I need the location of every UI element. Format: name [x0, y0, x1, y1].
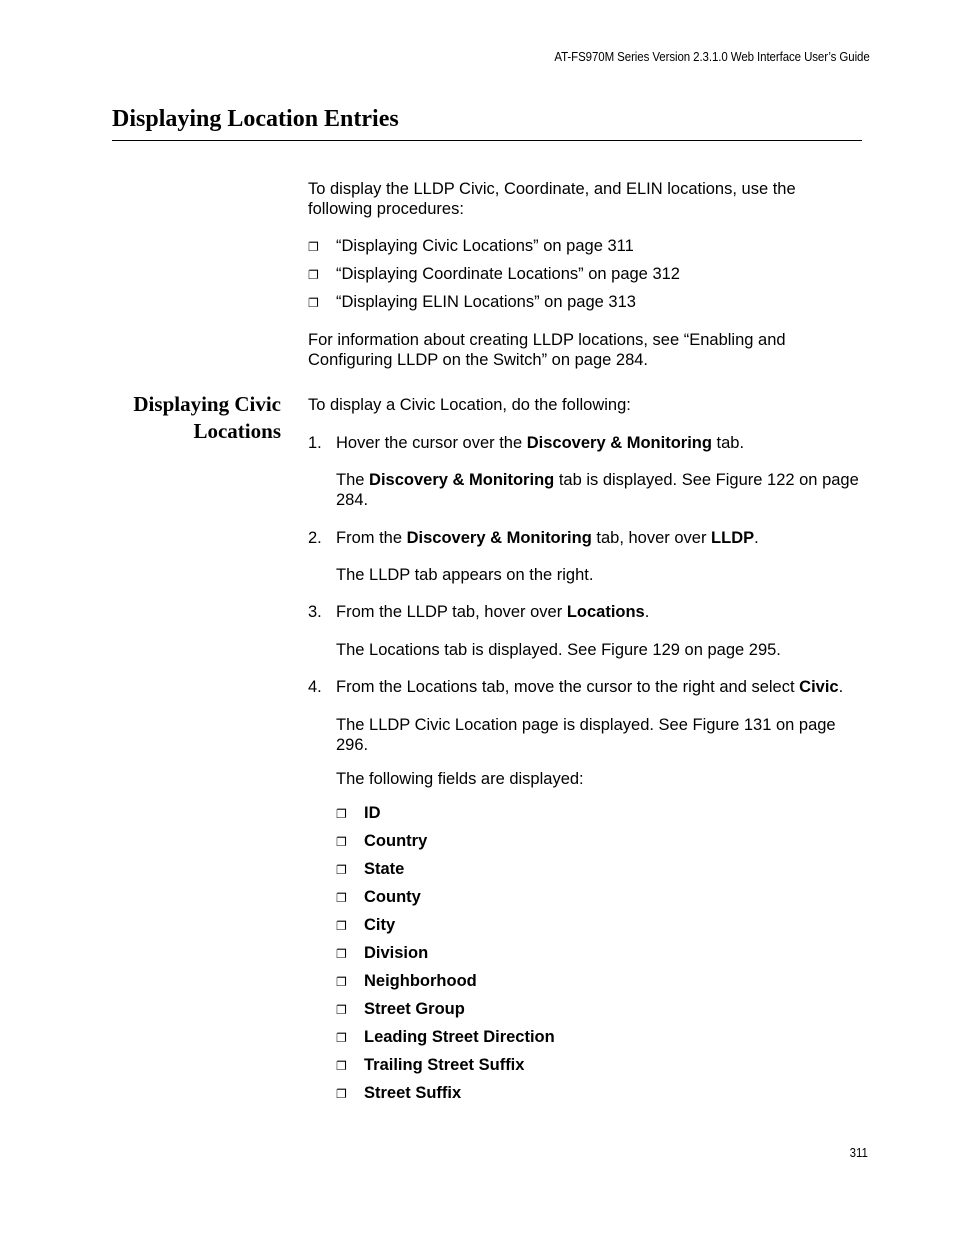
- fields-intro: The following fields are displayed:: [336, 770, 584, 788]
- step-text: From the Discovery & Monitoring tab, hover over LLDP.: [336, 529, 759, 547]
- list-item: [308, 292, 864, 320]
- procedure-link[interactable]: “Displaying Coordinate Locations” on page 312: [336, 265, 680, 283]
- page-number: 311: [849, 1146, 868, 1160]
- field-name: Country: [364, 832, 428, 850]
- field-name: Leading Street Direction: [364, 1028, 555, 1046]
- step-text: From the LLDP tab, hover over Locations.: [336, 603, 650, 621]
- field-name: City: [364, 916, 396, 934]
- intro-text: To display the LLDP Civic, Coordinate, and ELIN locations, use the following procedures:: [308, 180, 796, 218]
- field-name: Division: [364, 944, 429, 962]
- checkbox-bullet-icon: ❐: [308, 240, 319, 254]
- checkbox-bullet-icon: ❐: [308, 268, 319, 282]
- field-name: County: [364, 888, 421, 906]
- step-text: Hover the cursor over the Discovery & Monitoring tab.: [336, 434, 745, 452]
- list-item: [336, 944, 736, 972]
- subsection-heading: [112, 391, 281, 445]
- step-number: 1.: [308, 434, 322, 452]
- checkbox-bullet-icon: ❐: [336, 975, 347, 989]
- checkbox-bullet-icon: ❐: [336, 807, 347, 821]
- info-paragraph: [308, 330, 864, 370]
- info-text: For information about creating LLDP locations, see “Enabling and Configuring LLDP on the Switch” on page 284.: [308, 331, 786, 369]
- procedure-link[interactable]: “Displaying Civic Locations” on page 311: [336, 237, 634, 255]
- title-rule: [112, 140, 862, 141]
- list-item: [336, 888, 736, 916]
- subsection-heading-line2: Locations: [193, 419, 281, 443]
- step-2: [308, 528, 864, 548]
- checkbox-bullet-icon: ❐: [336, 835, 347, 849]
- checkbox-bullet-icon: ❐: [336, 1059, 347, 1073]
- list-item: [336, 972, 736, 1000]
- ui-term: Civic: [799, 678, 839, 696]
- checkbox-bullet-icon: ❐: [336, 1031, 347, 1045]
- field-name: State: [364, 860, 405, 878]
- field-name: Street Suffix: [364, 1084, 462, 1102]
- step-text: From the Locations tab, move the cursor to the right and select Civic.: [336, 678, 844, 696]
- field-name: ID: [364, 804, 381, 822]
- list-item: [336, 804, 736, 832]
- ui-term: Discovery & Monitoring: [369, 471, 555, 489]
- list-item: [336, 1084, 736, 1112]
- field-name: Neighborhood: [364, 972, 477, 990]
- checkbox-bullet-icon: ❐: [336, 1087, 347, 1101]
- step-3: [308, 602, 864, 622]
- subsection-heading-line1: Displaying Civic: [133, 392, 281, 416]
- step-4-result: The LLDP Civic Location page is displayed. See Figure 131 on page 296.: [336, 716, 836, 754]
- checkbox-bullet-icon: ❐: [336, 919, 347, 933]
- list-item: [308, 236, 864, 264]
- step-1: [308, 433, 864, 453]
- checkbox-bullet-icon: ❐: [336, 947, 347, 961]
- list-item: [336, 1000, 736, 1028]
- step-number: 3.: [308, 603, 322, 621]
- checkbox-bullet-icon: ❐: [336, 891, 347, 905]
- list-item: [336, 1056, 736, 1084]
- section-title: Displaying Location Entries: [112, 106, 399, 132]
- ui-term: Discovery & Monitoring: [406, 529, 592, 547]
- intro-paragraph: [308, 179, 864, 219]
- civic-field-list: [336, 804, 736, 1112]
- list-item: [336, 916, 736, 944]
- step-4: [308, 677, 864, 697]
- checkbox-bullet-icon: ❐: [336, 1003, 347, 1017]
- ui-term: Locations: [566, 603, 645, 621]
- step-number: 2.: [308, 529, 322, 547]
- list-item: [308, 264, 864, 292]
- ui-term: LLDP: [711, 529, 755, 547]
- step-number: 4.: [308, 678, 322, 696]
- checkbox-bullet-icon: ❐: [308, 296, 319, 310]
- ui-term: Discovery & Monitoring: [526, 434, 712, 452]
- field-name: Street Group: [364, 1000, 465, 1018]
- field-name: Trailing Street Suffix: [364, 1056, 525, 1074]
- step-1-result: The Discovery & Monitoring tab is displayed. See Figure 122 on page 284.: [336, 471, 859, 509]
- list-item: [336, 1028, 736, 1056]
- step-2-result: The LLDP tab appears on the right.: [336, 566, 594, 584]
- running-header: AT-FS970M Series Version 2.3.1.0 Web Interface User’s Guide: [554, 50, 870, 64]
- procedure-link-list: [308, 236, 864, 320]
- list-item: [336, 860, 736, 888]
- checkbox-bullet-icon: ❐: [336, 863, 347, 877]
- civic-intro-text: To display a Civic Location, do the following:: [308, 396, 631, 414]
- step-3-result: The Locations tab is displayed. See Figure 129 on page 295.: [336, 641, 781, 659]
- civic-intro-paragraph: [308, 395, 864, 415]
- procedure-link[interactable]: “Displaying ELIN Locations” on page 313: [336, 293, 636, 311]
- list-item: [336, 832, 736, 860]
